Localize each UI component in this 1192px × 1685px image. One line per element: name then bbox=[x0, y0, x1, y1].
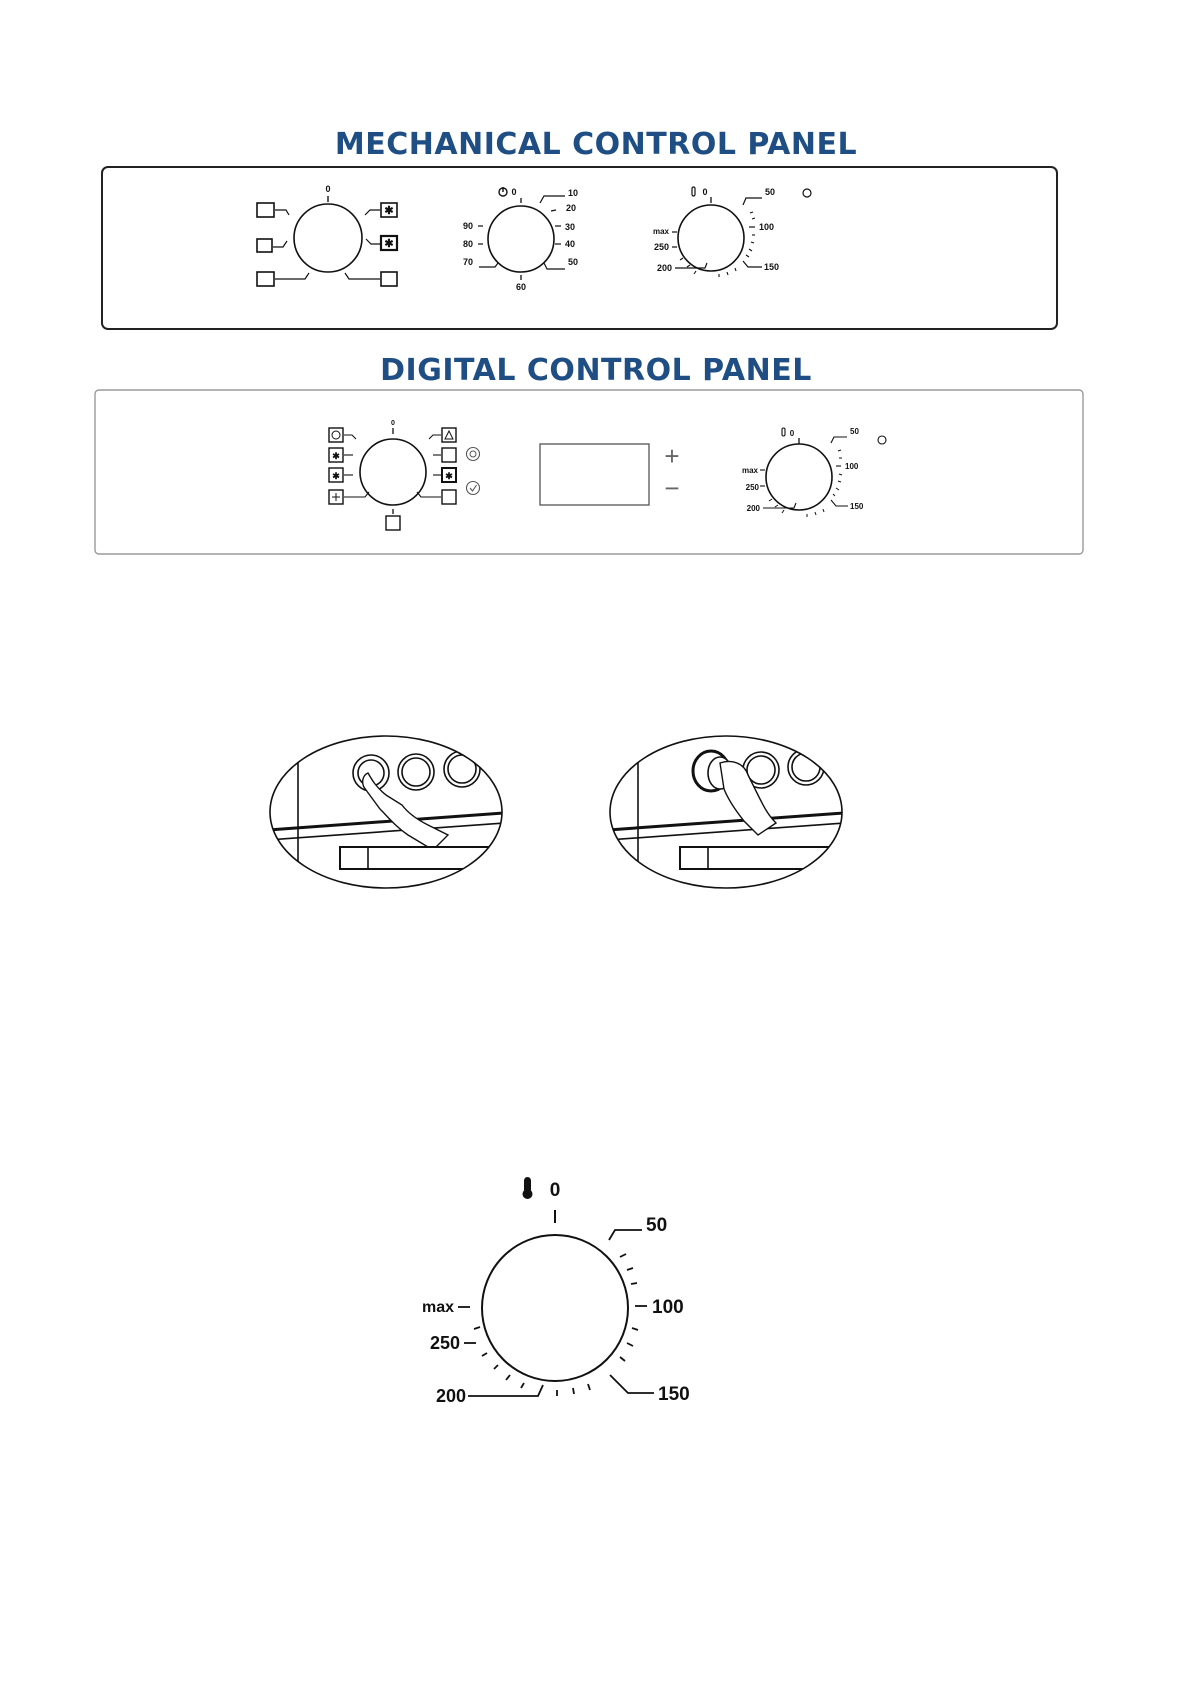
detail-zero-label: 0 bbox=[549, 1180, 561, 1201]
digital-thermo-label-100: 100 bbox=[845, 462, 859, 471]
turn-knob-illustration bbox=[608, 735, 844, 890]
timer-label-30: 30 bbox=[565, 222, 576, 232]
digital-control-panel bbox=[90, 388, 1090, 558]
svg-text:✱: ✱ bbox=[384, 238, 394, 250]
thermostat-detail-diagram bbox=[412, 1165, 712, 1435]
svg-text:✱: ✱ bbox=[384, 205, 394, 217]
mech-thermo-label-100: 100 bbox=[759, 222, 775, 232]
oven-mode-icon-double-grill bbox=[329, 490, 343, 504]
digital-thermo-label-200: 200 bbox=[746, 504, 760, 513]
detail-label-150: 150 bbox=[658, 1384, 690, 1405]
svg-text:✱: ✱ bbox=[332, 451, 340, 461]
timer-label-10: 10 bbox=[568, 188, 579, 198]
digital-thermo-label-150: 150 bbox=[850, 502, 864, 511]
oven-mode-icon-fan-grill bbox=[381, 272, 397, 286]
mechanical-control-panel bbox=[95, 165, 1065, 331]
thermostat-knob-large[interactable] bbox=[482, 1235, 628, 1381]
oven-mode-icon-fan-left-2 bbox=[329, 468, 343, 482]
mechanical-panel-title: MECHANICAL CONTROL PANEL bbox=[334, 127, 858, 162]
oven-knob-2 bbox=[398, 754, 434, 790]
oven-knob-3 bbox=[444, 751, 480, 787]
digital-thermometer-icon bbox=[782, 428, 785, 436]
timer-label-70: 70 bbox=[462, 257, 473, 267]
digital-thermo-zero-label: 0 bbox=[789, 429, 795, 438]
detail-label-100: 100 bbox=[652, 1297, 684, 1318]
mech-thermo-label-50: 50 bbox=[765, 187, 776, 197]
mech-thermo-label-150: 150 bbox=[764, 262, 780, 272]
timer-label-40: 40 bbox=[565, 239, 576, 249]
mech-thermo-label-max: max bbox=[652, 227, 669, 236]
timer-label-20: 20 bbox=[566, 203, 577, 213]
mech-thermo-label-200: 200 bbox=[656, 263, 672, 273]
timer-label-90: 90 bbox=[462, 221, 473, 231]
oven-mode-icon-fan-left-1 bbox=[329, 448, 343, 462]
thermometer-icon bbox=[692, 187, 695, 196]
confirm-touch-button[interactable] bbox=[467, 482, 480, 495]
digital-indicator-light bbox=[878, 436, 886, 444]
timer-label-60: 60 bbox=[515, 282, 527, 292]
digital-thermo-label-50: 50 bbox=[850, 427, 859, 436]
detail-label-200: 200 bbox=[435, 1386, 466, 1406]
detail-label-250: 250 bbox=[429, 1333, 460, 1353]
oven-mode-icon-fan-right bbox=[442, 468, 456, 482]
digital-thermo-label-250: 250 bbox=[745, 483, 759, 492]
digital-display bbox=[540, 444, 649, 505]
oven-mode-icon-defrost bbox=[442, 428, 456, 442]
mech-function-zero-label: 0 bbox=[325, 184, 331, 194]
thermometer-icon-large bbox=[523, 1177, 533, 1199]
oven-mode-icon-bottom bbox=[257, 239, 272, 252]
oven-mode-icon-right-2 bbox=[442, 448, 456, 462]
timer-zero-label: 0 bbox=[511, 187, 517, 197]
digital-panel-title: DIGITAL CONTROL PANEL bbox=[380, 353, 812, 388]
minus-button[interactable]: − bbox=[664, 473, 680, 503]
oven-mode-icon-bottom-center bbox=[386, 516, 400, 530]
svg-text:✱: ✱ bbox=[445, 471, 453, 481]
oven-mode-icon-grill bbox=[257, 272, 274, 286]
oven-mode-icon-hot-air bbox=[329, 428, 343, 442]
oven-mode-icon-conventional bbox=[257, 203, 274, 217]
digital-function-zero-label: 0 bbox=[391, 420, 395, 427]
digital-thermo-label-max: max bbox=[741, 466, 758, 475]
detail-label-50: 50 bbox=[646, 1215, 668, 1236]
mech-thermo-label-250: 250 bbox=[653, 242, 669, 252]
timer-label-50: 50 bbox=[568, 257, 579, 267]
detail-label-max: max bbox=[421, 1299, 454, 1316]
mech-indicator-light bbox=[803, 189, 811, 197]
oven-mode-icon-right-4 bbox=[442, 490, 456, 504]
plus-button[interactable]: + bbox=[664, 441, 680, 471]
mech-thermo-zero-label: 0 bbox=[702, 187, 708, 197]
svg-text:✱: ✱ bbox=[332, 471, 340, 481]
push-knob-illustration bbox=[268, 735, 504, 890]
settings-touch-button[interactable] bbox=[467, 448, 480, 461]
timer-label-80: 80 bbox=[462, 239, 473, 249]
